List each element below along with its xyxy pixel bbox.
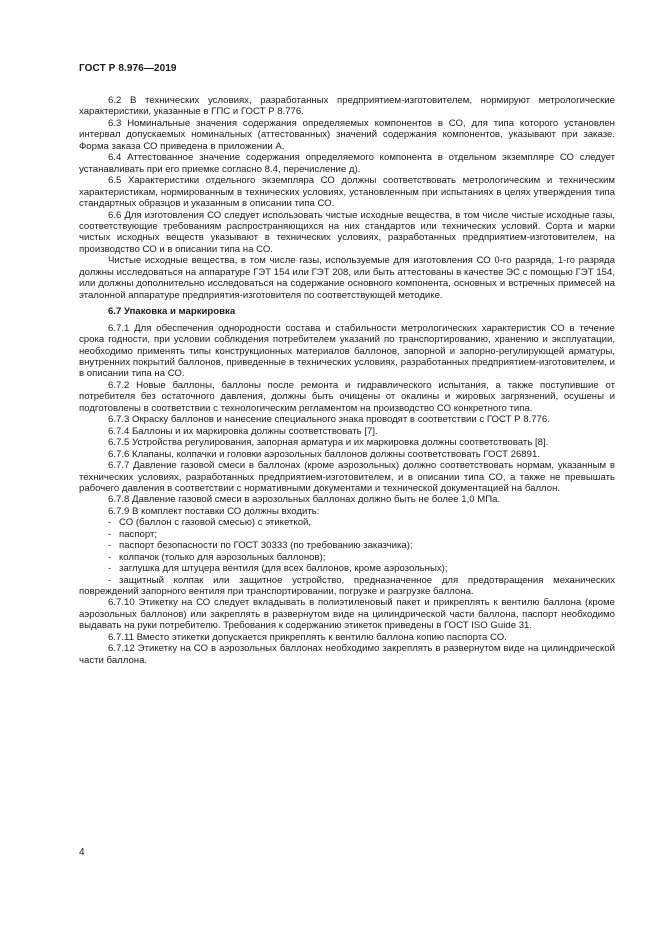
paragraph-6-7-2: 6.7.2 Новые баллоны, баллоны после ремонта и гидравлического испытания, а также поступившие от потребителя без остаточного давления, должны быть очищены от окалины и жировых загрязнений, осушены и подготовлены в соответствии с технологическим регламентом на производство СО конкретного типа. <box>79 379 615 414</box>
paragraph-6-3: 6.3 Номинальные значения содержания определяемых компонентов в СО, для типа которого установлен интервал допускаемых номинальных (аттестованных) значений содержания компонентов, указывают при заказе. Форма заказа СО приведена в приложении А. <box>79 117 615 152</box>
list-item: - паспорт безопасности по ГОСТ 30333 (по требованию заказчика); <box>108 540 413 552</box>
list-dash: - <box>108 574 112 586</box>
paragraph-6-6-continued: Чистые исходные вещества, в том числе газы, используемые для изготовления СО 0-го разряда, 1-го разряда должны исследоваться на аппаратуре ГЭТ 154 или ГЭТ 208, или быть аттестованы в качестве ЭС с помощью ГЭТ 154, или должны дополнительно исследоваться на содержание основного компонента, основных и встречных примесей на эталонной аппаратуре предприятия-изготовителя по соответствующей методике. <box>79 255 615 301</box>
section-heading-6-7: 6.7 Упаковка и маркировка <box>108 306 236 318</box>
paragraph-6-7-7: 6.7.7 Давление газовой смеси в баллонах (кроме аэрозольных) должно соответствовать нормам, указанным в технических условиях, разработанных предприятием-изготовителем, и в описании типа СО, а также не превышать рабочего давления в соответствии с нормативными документами и технической документацией на баллон. <box>79 460 615 494</box>
list-item: - паспорт; <box>108 528 158 540</box>
delivery-set-list <box>79 517 615 597</box>
paragraph-6-7-6: 6.7.6 Клапаны, колпачки и головки аэрозольных баллонов должны соответствовать ГОСТ 26891. <box>108 448 540 460</box>
list-dash: - <box>108 528 112 540</box>
paragraph-6-2: 6.2 В технических условиях, разработанных предприятием-изготовителем, нормируют метрологические характеристики, указанные в ГПС и ГОСТ Р 8.776. <box>79 95 615 118</box>
list-dash: - <box>108 563 112 575</box>
list-dash: - <box>108 517 112 529</box>
paragraph-6-4: 6.4 Аттестованное значение содержания определяемого компонента в отдельном экземпляре СО следует устанавливать при его приемке согласно 8.4, перечисление д). <box>79 152 615 175</box>
document-body <box>79 95 615 666</box>
paragraph-6-7-1: 6.7.1 Для обеспечения однородности состава и стабильности метрологических характеристик СО в течение срока годности, при условии соблюдения потребителем указаний по транспортированию, хранению и эксплуатации, необходимо применять типы конструкционных материалов баллонов, запорной и запорно-регулирующей арматуры, внутренних покрытий баллонов, приведенные в технических условиях, разработанных предприятием-изготовителем, и в описании типа на СО. <box>79 322 615 380</box>
paragraph-6-7-3: 6.7.3 Окраску баллонов и нанесение специального знака проводят в соответствии с ГОСТ Р 8.776. <box>108 414 550 426</box>
page-number: 4 <box>79 847 85 858</box>
paragraph-6-7-8: 6.7.8 Давление газовой смеси в аэрозольных баллонах должно быть не более 1,0 МПа. <box>108 494 501 506</box>
list-item: - защитный колпак или защитное устройство, предназначенное для предотвращения механических повреждений запорного вентиля при транспортировании, погрузке и разгрузке баллона. <box>79 574 615 598</box>
list-dash: - <box>108 551 112 563</box>
list-item: - заглушка для штуцера вентиля (для всех баллонов, кроме аэрозольных); <box>108 563 448 575</box>
paragraph-6-7-10: 6.7.10 Этикетку на СО следует вкладывать в полиэтиленовый пакет и прикреплять к вентилю баллона (кроме аэрозольных баллонов) или закреплять в развернутом виде на цилиндрической части баллона, паспорт необходимо выдавать на руки потребителю. Требования к содержанию этикеток приведены в ГОСТ ISO Guide 31. <box>79 597 615 632</box>
list-item: - СО (баллон с газовой смесью) с этикеткой, <box>108 517 312 529</box>
paragraph-6-7-4: 6.7.4 Баллоны и их маркировка должны соответствовать [7]. <box>108 425 378 437</box>
paragraph-6-7-12: 6.7.12 Этикетку на СО в аэрозольных баллонах необходимо закреплять в развернутом виде на цилиндрической части баллона. <box>79 643 615 666</box>
list-item: - колпачок (только для аэрозольных баллонов); <box>108 551 326 563</box>
paragraph-6-5: 6.5 Характеристики отдельного экземпляра СО должны соответствовать метрологическим и техническим характеристикам, нормированным в технических условиях, установленным при испытаниях в целях утверждения типа стандартных образцов и указанным в описании типа СО. <box>79 175 615 210</box>
paragraph-6-7-5: 6.7.5 Устройства регулирования, запорная арматура и их маркировка должны соответствовать [8]. <box>108 437 549 449</box>
paragraph-6-7-9: 6.7.9 В комплект поставки СО должны входить: <box>108 505 320 517</box>
paragraph-6-7-11: 6.7.11 Вместо этикетки допускается прикреплять к вентилю баллона копию паспорта СО. <box>108 631 507 643</box>
document-header: ГОСТ Р 8.976—2019 <box>79 63 177 74</box>
paragraph-6-6: 6.6 Для изготовления СО следует использовать чистые исходные вещества, в том числе чистые исходные газы, соответствующие требованиям распространяющихся на них стандартов или технических условий. Сорта и марки чистых исходных веществ указывают в технических условиях, разработанных предприятием-изготовителем, на производство СО и в описании типа на СО. <box>79 209 615 255</box>
list-dash: - <box>108 540 112 552</box>
